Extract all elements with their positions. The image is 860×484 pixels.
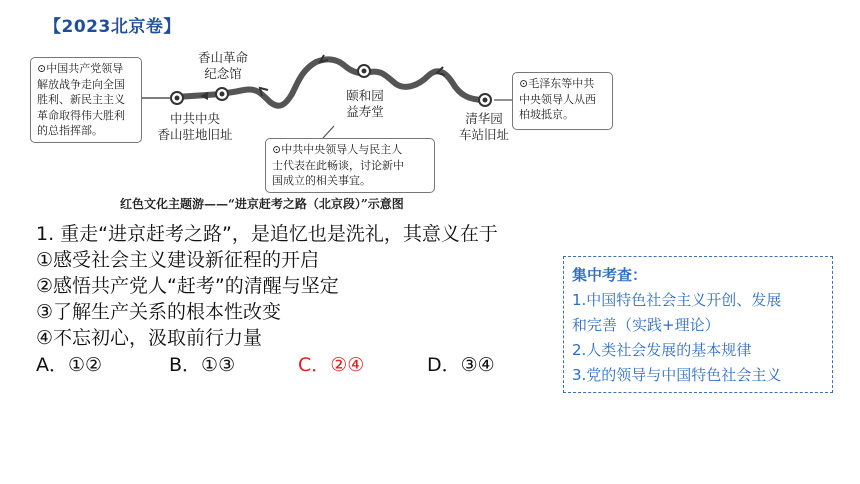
bullet-icon: ⊙: [519, 77, 529, 90]
station-xiangshan-hall: [216, 88, 228, 100]
map-caption: 红色文化主题游——“进京赶考之路（北京段）”示意图: [120, 197, 404, 211]
option-a[interactable]: A．①②: [36, 354, 103, 376]
bullet-icon: ⊙: [37, 62, 47, 75]
station-xiangshan-site: [171, 92, 183, 104]
bullet-icon: ⊙: [272, 143, 282, 156]
place-xiangshan-hall: 香山革命 纪念馆: [197, 50, 248, 81]
focus-item-1: 1.中国特色社会主义开创、发展: [572, 291, 782, 309]
callout-qinghua-station: ⊙毛泽东等中共 中央领导人从西 柏坡抵京。: [512, 72, 613, 130]
place-qinghua-station: 清华园 车站旧址: [458, 111, 509, 142]
question-item-1: ①感受社会主义建设新征程的开启: [36, 249, 320, 271]
place-xiangshan-site: 中共中央 香山驻地旧址: [157, 111, 233, 142]
option-b[interactable]: B．①③: [169, 354, 236, 376]
question-item-4: ④不忘初心，汲取前行力量: [36, 327, 263, 349]
exam-source-tag: 【2023北京卷】: [44, 17, 181, 37]
callout-xiangshan-site: ⊙中国共产党领导 解放战争走向全国 胜利、新民主主义 革命取得伟大胜利 的总指挥部。: [30, 57, 142, 143]
focus-item-1-cont: 和完善（实践+理论）: [572, 316, 720, 334]
question-item-2: ②感悟共产党人“赶考”的清醒与坚定: [36, 275, 339, 297]
focus-item-2: 2.人类社会发展的基本规律: [572, 341, 752, 359]
focus-title: 集中考查：: [572, 266, 648, 284]
place-summer-palace: 颐和园 益寿堂: [346, 88, 384, 119]
question-item-3: ③了解生产关系的根本性改变: [36, 301, 282, 323]
station-qinghua: [479, 94, 491, 106]
question-stem: 1. 重走“进京赶考之路”，是追忆也是洗礼，其意义在于: [36, 223, 498, 245]
focus-points-box: [563, 256, 833, 393]
callout-summer-palace: ⊙中共中央领导人与民主人 士代表在此畅谈，讨论新中 国成立的相关事宜。: [265, 138, 435, 193]
focus-item-3: 3.党的领导与中国特色社会主义: [572, 366, 782, 384]
station-yiheyuan: [358, 65, 370, 77]
option-c-correct[interactable]: C．②④: [298, 354, 365, 376]
option-d[interactable]: D．③④: [427, 354, 495, 376]
